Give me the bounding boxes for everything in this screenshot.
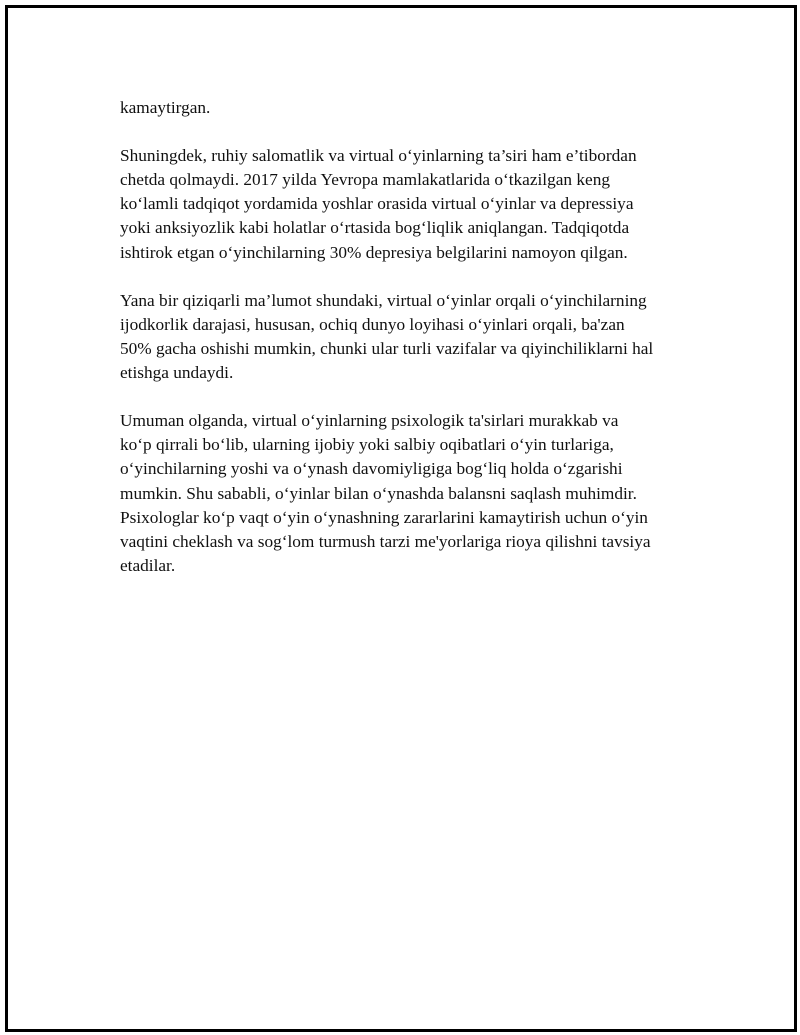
text-line: ko‘lamli tadqiqot yordamida yoshlar orasida virtual o‘yinlar va depressiya	[120, 194, 634, 214]
text-line: Yana bir qiziqarli ma’lumot shundaki, virtual o‘yinlar orqali o‘yinchilarning	[120, 290, 647, 310]
text-line: vaqtini cheklash va sog‘lom turmush tarzi me'yorlariga rioya qilishni tavsiya	[120, 531, 651, 551]
text-line: Shuningdek, ruhiy salomatlik va virtual o‘yinlarning ta’siri ham e’tibordan	[120, 146, 637, 166]
paragraph-4	[120, 409, 700, 578]
text-line: ijodkorlik darajasi, hususan, ochiq dunyo loyihasi o‘yinlari orqali, ba'zan	[120, 314, 625, 334]
paragraph-1	[120, 96, 700, 120]
text-line: ko‘p qirrali bo‘lib, ularning ijobiy yoki salbiy oqibatlari o‘yin turlariga,	[120, 435, 614, 455]
text-line: Umuman olganda, virtual o‘yinlarning psixologik ta'sirlari murakkab va	[120, 411, 619, 431]
paragraph-2	[120, 144, 700, 264]
text-line: 50% gacha oshishi mumkin, chunki ular turli vazifalar va qiyinchiliklarni hal	[120, 338, 654, 358]
text-line: Psixologlar ko‘p vaqt o‘yin o‘ynashning zararlarini kamaytirish uchun o‘yin	[120, 507, 648, 527]
paragraph-3	[120, 289, 700, 385]
page-content	[120, 96, 700, 602]
text-line: yoki anksiyozlik kabi holatlar o‘rtasida bog‘liqlik aniqlangan. Tadqiqotda	[120, 218, 630, 238]
text-line: kamaytirgan.	[120, 98, 211, 117]
page-frame	[5, 5, 797, 1032]
text-line: etadilar.	[120, 555, 176, 575]
text-line: mumkin. Shu sababli, o‘yinlar bilan o‘ynashda balansni saqlash muhimdir.	[120, 483, 637, 503]
text-line: ishtirok etgan o‘yinchilarning 30% depresiya belgilarini namoyon qilgan.	[120, 242, 628, 262]
text-line: etishga undaydi.	[120, 363, 234, 383]
text-line: chetda qolmaydi. 2017 yilda Yevropa mamlakatlarida o‘tkazilgan keng	[120, 170, 610, 190]
text-line: o‘yinchilarning yoshi va o‘ynash davomiyligiga bog‘liq holda o‘zgarishi	[120, 459, 623, 479]
